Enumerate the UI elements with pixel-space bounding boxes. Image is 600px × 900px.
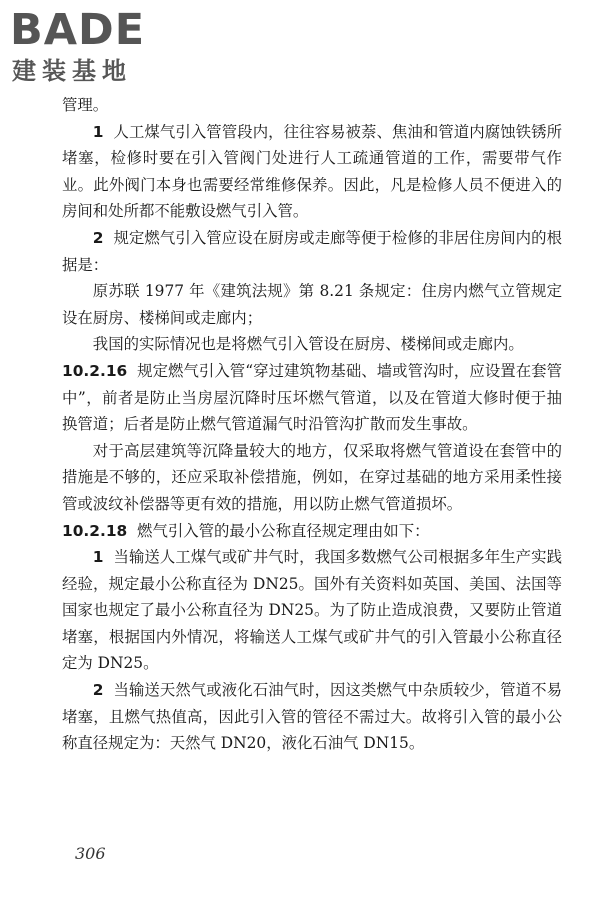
document-body: [62, 92, 562, 757]
paragraph-text: 人工煤气引入管管段内，往往容易被萘、焦油和管道内腐蚀铁锈所堵塞，检修时要在引入管阀门处进行人工疏通管道的工作，需要带气作业。此外阀门本身也需要经常维修保养。因此，凡是检修人员不便进入的房间和处所都不能敷设燃气引入管。: [62, 122, 562, 221]
logo-wordmark: BADE: [10, 5, 146, 55]
paragraph-text: 燃气引入管的最小公称直径规定理由如下：: [137, 521, 430, 540]
paragraph-text: 规定燃气引入管应设在厨房或走廊等便于检修的非居住房间内的根据是：: [62, 228, 562, 274]
paragraph-item-2: [62, 677, 562, 757]
paragraph-text: 当输送天然气或液化石油气时，因这类燃气中杂质较少，管道不易堵塞，且燃气热值高，因此引入管的管径不需过大。故将引入管的最小公称直径规定为：天然气 DN20，液化石油气 DN15。: [62, 681, 562, 753]
bade-logo: [10, 6, 180, 90]
logo-subtitle: 建装基地: [12, 57, 132, 85]
paragraph-text: 原苏联 1977 年《建筑法规》第 8.21 条规定：住房内燃气立管规定设在厨房、楼梯间或走廊内；: [62, 282, 562, 327]
paragraph-item-2: [62, 225, 562, 278]
paragraph-text: 规定燃气引入管“穿过建筑物基础、墙或管沟时，应设置在套管中”，前者是防止当房屋沉降时压坏燃气管道，以及在管道大修时便于抽换管道；后者是防止燃气管道漏气时沿管沟扩散而发生事故。: [62, 361, 562, 434]
section-number: 10.2.18: [62, 521, 128, 540]
paragraph-text: 管理。: [62, 96, 109, 114]
paragraph-china-practice: [62, 331, 562, 358]
paragraph-number: 1: [92, 122, 104, 141]
section-10-2-16: [62, 358, 562, 438]
section-number: 10.2.16: [62, 361, 128, 380]
paragraph-high-rise: [62, 438, 562, 518]
paragraph-continuation: [62, 92, 562, 119]
section-10-2-18: [62, 518, 562, 545]
paragraph-soviet-code: [62, 278, 562, 331]
paragraph-text: 我国的实际情况也是将燃气引入管设在厨房、楼梯间或走廊内。: [92, 335, 524, 354]
paragraph-number: 2: [92, 681, 104, 700]
paragraph-number: 2: [92, 228, 104, 247]
page-number: 306: [75, 844, 106, 863]
paragraph-number: 1: [92, 548, 104, 567]
paragraph-item-1: [62, 544, 562, 677]
paragraph-text: 对于高层建筑等沉降量较大的地方，仅采取将燃气管道设在套管中的措施是不够的，还应采取补偿措施，例如，在穿过基础的地方采用柔性接管或波纹补偿器等更有效的措施，用以防止燃气管道损坏。: [62, 441, 562, 513]
paragraph-text: 当输送人工煤气或矿井气时，我国多数燃气公司根据多年生产实践经验，规定最小公称直径为 DN25。国外有关资料如英国、美国、法国等国家也规定了最小公称直径为 DN25。为了防止造成浪费，又要防止管道堵塞，根据国内外情况，将输送人工煤气或矿井气的引入管最小公称直径定为 DN25。: [62, 548, 562, 673]
paragraph-item-1: [62, 119, 562, 225]
